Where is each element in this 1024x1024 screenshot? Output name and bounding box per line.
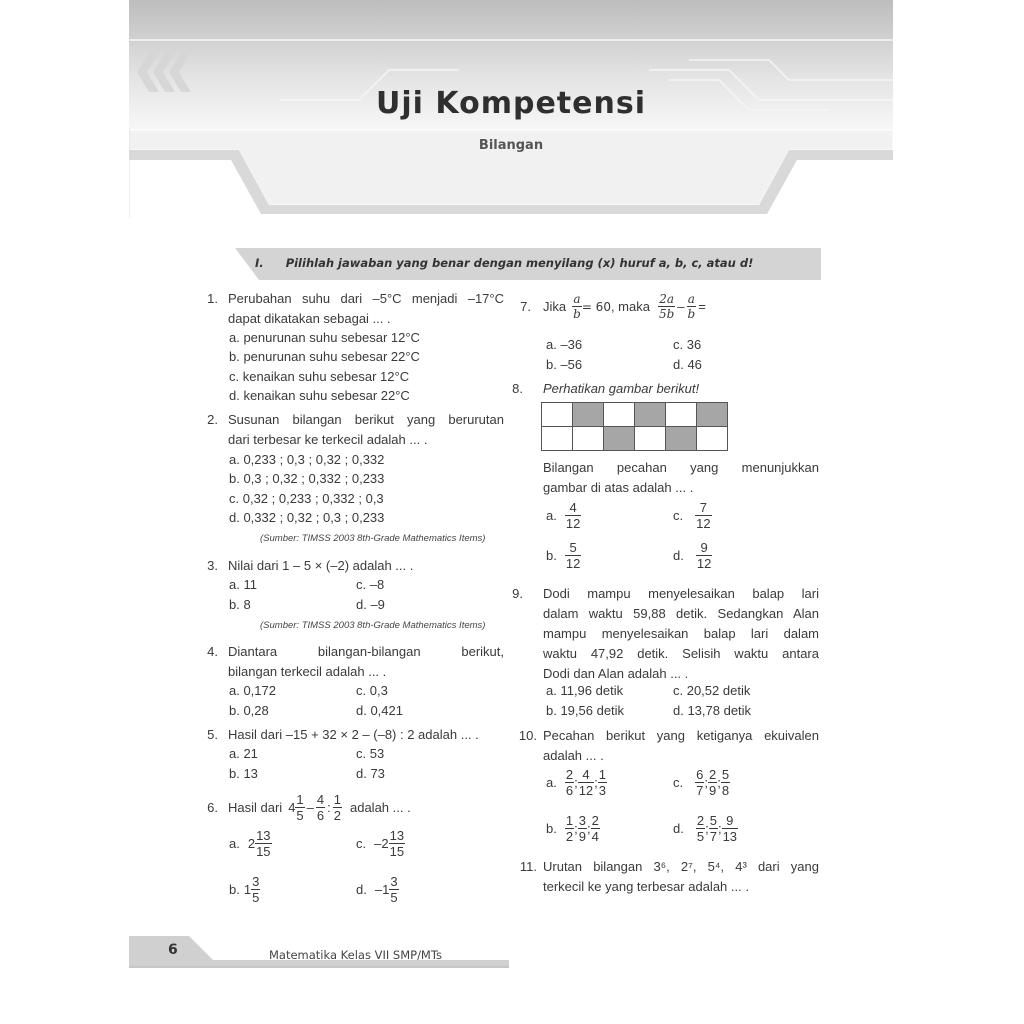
question-text: Hasil dari — [228, 800, 283, 815]
fraction: $\frac{1}{3}$ — [598, 767, 607, 798]
grid-cell-shaded — [666, 427, 697, 451]
question-text-line: Hasil dari –15 + 32 × 2 – (–8) : 2 adalah ... . — [228, 727, 479, 742]
mixed-whole: –1 — [374, 882, 390, 897]
fraction: $\frac{7}{12}$ — [696, 500, 711, 531]
question-7 — [517, 292, 706, 321]
fraction: $\frac{6}{7}$ — [696, 767, 704, 798]
option-c[interactable]: c. 0,3 — [356, 683, 388, 698]
question-text: Jika — [543, 299, 567, 314]
fraction: $\frac{1}{5}$ — [296, 792, 304, 823]
question-text-line: Nilai dari 1 – 5 × (–2) adalah ... . — [228, 558, 414, 573]
option-a[interactable]: a. 0,172 — [229, 683, 276, 698]
question-number: 3. — [207, 558, 218, 573]
question-number: 7. — [520, 299, 531, 314]
question-number: 6. — [207, 800, 218, 815]
fraction: $\frac{4}{6}$ — [316, 792, 325, 823]
option-label: b. — [229, 882, 240, 897]
header-banner — [129, 0, 893, 218]
source-note: (Sumber: TIMSS 2003 8th-Grade Mathematics Items) — [260, 533, 486, 544]
question-number: 4. — [207, 644, 218, 659]
option-b[interactable] — [546, 540, 581, 571]
option-a[interactable] — [546, 767, 607, 798]
option-label: a. — [229, 836, 240, 851]
book-title: Matematika Kelas VII SMP/MTs — [269, 948, 442, 962]
question-text: , maka — [610, 299, 650, 314]
option-b[interactable]: b. 0,3 ; 0,32 ; 0,332 ; 0,233 — [229, 471, 385, 486]
fraction: $\frac{a}{b}$ — [573, 292, 581, 321]
page-subtitle: Bilangan — [478, 138, 544, 153]
question-text-line: mampu menyelesaikan balap lari dalam — [543, 626, 819, 641]
fraction: $\frac{1}{2}$ — [333, 792, 341, 823]
grid-cell — [635, 427, 666, 451]
question-text-line: Dodi mampu menyelesaikan balap lari — [543, 586, 819, 601]
grid-cell-shaded — [573, 403, 604, 427]
question-number: 9. — [512, 586, 523, 601]
option-c[interactable]: c. kenaikan suhu sebesar 12°C — [229, 369, 410, 384]
grid-cell-shaded — [604, 427, 635, 451]
option-a[interactable]: a. penurunan suhu sebesar 12°C — [229, 330, 420, 345]
option-a[interactable]: a. –36 — [546, 337, 583, 352]
question-text-line: Pecahan berikut yang ketiganya ekuivalen — [543, 728, 819, 743]
operator: : — [327, 800, 331, 815]
fraction: $\frac{a}{b}$ — [687, 292, 696, 321]
question-text-line: Dodi dan Alan adalah ... . — [543, 666, 689, 681]
option-label: a. — [546, 775, 557, 790]
fraction: $\frac{13}{15}$ — [256, 828, 271, 859]
option-c[interactable] — [356, 828, 405, 859]
grid-cell — [542, 427, 573, 451]
grid-cell — [666, 403, 697, 427]
fraction: $\frac{3}{9}$ — [578, 813, 586, 844]
separator: ; — [574, 821, 578, 836]
question-number: 2. — [207, 412, 218, 427]
question-text-line: Perubahan suhu dari –5°C menjadi –17°C — [228, 291, 504, 306]
option-a[interactable]: a. 11,96 detik — [546, 683, 624, 698]
page-number: 6 — [168, 942, 178, 958]
grid-cell-shaded — [697, 403, 728, 427]
option-c[interactable] — [673, 500, 712, 531]
fraction: $\frac{2}{9}$ — [708, 767, 717, 798]
fraction: 2a 5b — [658, 292, 675, 321]
fraction: $\frac{9}{13}$ — [722, 813, 738, 844]
option-label: d. — [673, 548, 684, 563]
question-text-line: dari terbesar ke terkecil adalah ... . — [228, 432, 428, 447]
page-title: Uji Kompetensi — [376, 86, 646, 121]
fraction-grid-figure — [541, 402, 728, 451]
question-text-line: Bilangan pecahan yang menunjukkan — [543, 460, 819, 475]
question-number: 11. — [519, 859, 537, 874]
option-c[interactable]: c. 53 — [356, 746, 385, 761]
question-number: 10. — [518, 728, 537, 743]
fraction: $\frac{5}{8}$ — [721, 767, 730, 798]
option-c[interactable] — [673, 767, 730, 798]
separator: ; — [586, 821, 591, 836]
instruction-roman: I. — [255, 256, 264, 270]
option-b[interactable]: b. 19,56 detik — [546, 703, 625, 718]
separator: ; — [594, 775, 598, 790]
option-label: c. — [356, 836, 367, 851]
option-b[interactable] — [546, 813, 600, 844]
option-a[interactable] — [229, 828, 272, 859]
option-label: c. — [673, 775, 684, 790]
question-text: adalah ... . — [349, 800, 411, 815]
option-d[interactable] — [356, 874, 399, 905]
option-label: c. — [673, 508, 684, 523]
fraction: $\frac{4}{12}$ — [578, 767, 594, 798]
grid-cell — [542, 403, 573, 427]
mixed-whole: 2 — [247, 836, 256, 851]
grid-cell — [573, 427, 604, 451]
operator: – — [677, 299, 685, 314]
grid-cell — [697, 427, 728, 451]
fraction: $\frac{3}{5}$ — [390, 874, 398, 905]
option-a[interactable]: a. 21 — [229, 746, 258, 761]
option-d[interactable]: d. kenaikan suhu sebesar 22°C — [229, 388, 410, 403]
question-6 — [198, 792, 411, 823]
option-d[interactable]: d. 0,332 ; 0,32 ; 0,3 ; 0,233 — [229, 510, 385, 525]
mixed-whole: –2 — [374, 836, 389, 851]
option-label: b. — [546, 548, 557, 563]
question-8-prompt — [543, 458, 819, 498]
option-b[interactable]: b. –56 — [546, 357, 583, 372]
option-c[interactable]: c. 20,52 detik — [673, 683, 751, 698]
option-b[interactable] — [229, 874, 260, 905]
operator: = — [698, 299, 706, 314]
question-text-line: dapat dikatakan sebagai ... . — [228, 311, 391, 326]
question-text-line: adalah ... . — [543, 748, 604, 763]
grid-cell-shaded — [635, 403, 666, 427]
fraction: $\frac{5}{7}$ — [709, 813, 717, 844]
option-d[interactable]: d. 13,78 detik — [673, 703, 752, 718]
option-a[interactable]: a. 11 — [229, 577, 257, 592]
option-label: d. — [673, 821, 684, 836]
option-a[interactable]: a. 0,233 ; 0,3 ; 0,32 ; 0,332 — [229, 452, 385, 467]
separator: ; — [704, 775, 708, 790]
question-text-line: terkecil ke yang terbesar adalah ... . — [543, 879, 749, 894]
question-number: 5. — [207, 727, 218, 742]
option-b[interactable]: b. 13 — [229, 766, 258, 781]
option-b[interactable]: b. 0,28 — [229, 703, 269, 718]
separator: ; — [717, 821, 722, 836]
fraction: $\frac{2}{6}$ — [565, 767, 574, 798]
fraction: $\frac{9}{12}$ — [696, 540, 712, 571]
fraction: $\frac{4}{12}$ — [565, 500, 581, 531]
question-text-line: bilangan terkecil adalah ... . — [228, 664, 387, 679]
instruction-text: Pilihlah jawaban yang benar dengan menyilang (x) huruf a, b, c, atau d! — [285, 256, 754, 270]
option-label: d. — [356, 882, 367, 897]
option-b[interactable]: b. 8 — [229, 597, 251, 612]
option-d[interactable]: d. 46 — [673, 357, 702, 372]
grid-cell — [604, 403, 635, 427]
option-label: b. — [546, 821, 557, 836]
separator: ; — [574, 775, 578, 790]
question-text-line: Perhatikan gambar berikut! — [543, 381, 700, 396]
option-d[interactable] — [673, 540, 712, 571]
instruction — [255, 256, 753, 270]
option-c[interactable]: c. 36 — [673, 337, 702, 352]
question-text-line: gambar di atas adalah ... . — [543, 480, 694, 495]
fraction: $\frac{13}{15}$ — [389, 828, 405, 859]
mixed-whole: 1 — [243, 882, 252, 897]
separator: ; — [717, 775, 721, 790]
question-text-line: Diantara bilangan-bilangan berikut, — [228, 644, 504, 659]
equation: = 60 — [581, 299, 611, 314]
option-c[interactable]: c. 0,32 ; 0,233 ; 0,332 ; 0,3 — [229, 491, 384, 506]
separator: ; — [705, 821, 709, 836]
fraction: $\frac{3}{5}$ — [252, 874, 260, 905]
option-d[interactable]: d. 0,421 — [356, 703, 403, 718]
question-number: 1. — [207, 291, 218, 306]
question-text-line: Urutan bilangan 3⁶, 2⁷, 5⁴, 4³ dari yang — [543, 859, 819, 874]
fraction: $\frac{5}{12}$ — [565, 540, 581, 571]
question-text-line: Susunan bilangan berikut yang berurutan — [228, 412, 504, 427]
source-note: (Sumber: TIMSS 2003 8th-Grade Mathematics Items) — [260, 620, 486, 631]
question-text-line: dalam waktu 59,88 detik. Sedangkan Alan — [543, 606, 819, 621]
option-d[interactable] — [673, 813, 738, 844]
fraction: $\frac{1}{2}$ — [565, 813, 574, 844]
fraction: $\frac{2}{5}$ — [696, 813, 705, 844]
option-d[interactable]: d. 73 — [356, 766, 385, 781]
fraction: $\frac{2}{4}$ — [591, 813, 599, 844]
option-label: a. — [546, 508, 557, 523]
option-a[interactable] — [546, 500, 581, 531]
option-b[interactable]: b. penurunan suhu sebesar 22°C — [229, 349, 420, 364]
option-c[interactable]: c. –8 — [356, 577, 385, 592]
operator: – — [306, 800, 314, 815]
question-number: 8. — [512, 381, 523, 396]
question-text-line: waktu 47,92 detik. Selisih waktu antara — [543, 646, 819, 661]
mixed-whole: 4 — [288, 800, 296, 815]
option-d[interactable]: d. –9 — [356, 597, 385, 612]
